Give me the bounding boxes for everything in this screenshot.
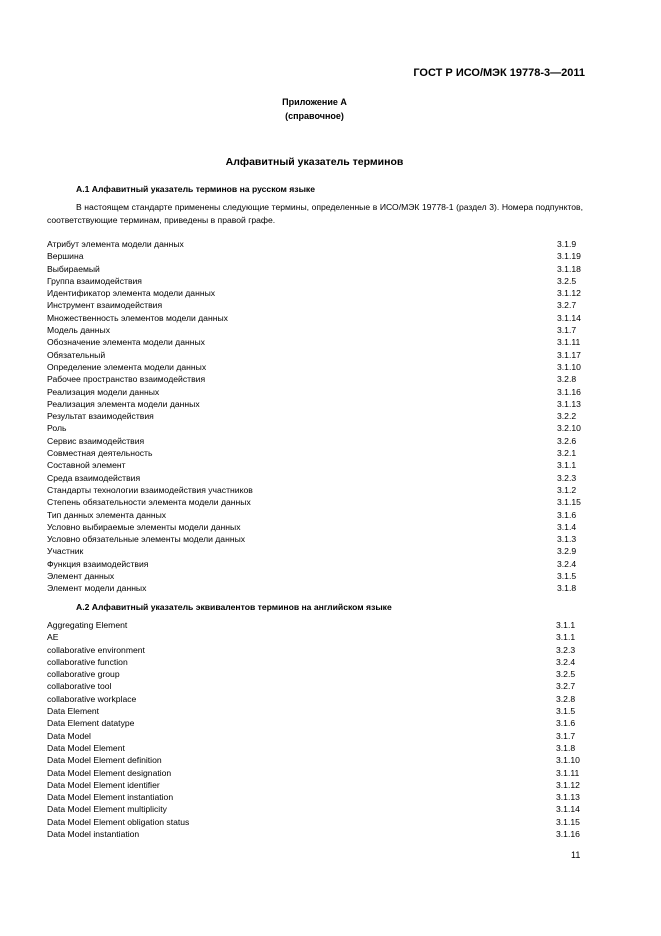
- term-row: [47, 447, 583, 459]
- term-code: 3.1.11: [556, 767, 580, 778]
- term-code: 3.1.18: [557, 263, 581, 274]
- term-row: [47, 693, 582, 705]
- term-name: Элемент модели данных: [47, 583, 147, 594]
- term-name: Степень обязательности элемента модели данных: [47, 497, 251, 508]
- term-code: 3.1.14: [556, 804, 580, 815]
- term-name: Модель данных: [47, 325, 110, 336]
- appendix-subtitle: (справочное): [285, 111, 344, 121]
- term-row: [47, 238, 583, 250]
- term-row: [47, 312, 583, 324]
- term-code: 3.1.1: [556, 632, 576, 643]
- term-row: [47, 287, 583, 299]
- term-code: 3.1.1: [557, 460, 577, 471]
- english-term-list: [47, 619, 582, 840]
- term-name: Реализация модели данных: [47, 386, 160, 397]
- term-name: Инструмент взаимодействия: [47, 300, 163, 311]
- term-code: 3.1.12: [556, 779, 580, 790]
- term-row: [47, 361, 583, 373]
- appendix-heading: [0, 95, 661, 123]
- term-code: 3.2.2: [557, 411, 577, 422]
- term-code: 3.1.1: [556, 620, 576, 630]
- term-row: [47, 349, 583, 361]
- term-name: Идентификатор элемента модели данных: [47, 288, 216, 299]
- term-code: 3.1.8: [557, 583, 577, 594]
- term-code: 3.2.5: [556, 669, 576, 680]
- term-name: Data Model Element multiplicity: [47, 804, 167, 815]
- term-code: 3.1.5: [556, 706, 576, 717]
- term-code: 3.1.19: [557, 251, 581, 262]
- term-name: Функция взаимодействия: [47, 558, 149, 569]
- term-row: [47, 767, 582, 779]
- term-row: [47, 263, 583, 275]
- term-row: [47, 299, 583, 311]
- term-code: 3.2.4: [556, 656, 576, 667]
- term-row: [47, 324, 583, 336]
- index-title: Алфавитный указатель терминов: [225, 156, 404, 168]
- term-name: Составной элемент: [47, 460, 126, 471]
- term-row: [47, 509, 583, 521]
- term-code: 3.1.9: [557, 239, 577, 249]
- term-row: [47, 656, 582, 668]
- term-code: 3.1.10: [557, 361, 581, 372]
- term-name: Aggregating Element: [47, 620, 128, 630]
- appendix-title: Приложение А: [282, 97, 347, 107]
- term-code: 3.1.8: [556, 742, 576, 753]
- term-row: [47, 373, 583, 385]
- section-ru-title: А.1 Алфавитный указатель терминов на русском языке: [76, 184, 315, 194]
- term-code: 3.2.7: [556, 681, 576, 692]
- term-code: 3.2.3: [556, 644, 576, 655]
- term-name: collaborative workplace: [47, 693, 137, 704]
- term-name: Реализация элемента модели данных: [47, 398, 200, 409]
- term-name: Обязательный: [47, 349, 106, 360]
- term-name: Вершина: [47, 251, 84, 262]
- section-ru-intro: В настоящем стандарте применены следующие термины, определенные в ИСО/МЭК 19778-1 (раздел 3). Номера подпунктов, соответствующие терминам, приведены в правой графе.: [47, 202, 583, 225]
- term-code: 3.1.4: [557, 521, 577, 532]
- term-row: [47, 754, 582, 766]
- term-code: 3.1.3: [557, 534, 577, 545]
- term-name: Data Element datatype: [47, 718, 135, 729]
- term-code: 3.1.7: [556, 730, 576, 741]
- term-row: [47, 680, 582, 692]
- term-row: [47, 250, 583, 262]
- term-row: [47, 398, 583, 410]
- term-code: 3.1.11: [557, 337, 581, 348]
- term-row: [47, 779, 582, 791]
- term-row: [47, 545, 583, 557]
- term-name: Рабочее пространство взаимодействия: [47, 374, 206, 385]
- term-code: 3.1.13: [557, 398, 581, 409]
- term-row: [47, 816, 582, 828]
- term-code: 3.2.8: [556, 693, 576, 704]
- term-row: [47, 570, 583, 582]
- term-code: 3.1.17: [557, 349, 581, 360]
- term-name: Условно выбираемые элементы модели данных: [47, 521, 241, 532]
- term-code: 3.1.13: [556, 792, 580, 803]
- term-name: Data Model Element definition: [47, 755, 162, 766]
- term-row: [47, 496, 583, 508]
- term-code: 3.2.10: [557, 423, 581, 434]
- term-row: [47, 422, 583, 434]
- term-row: [47, 582, 583, 594]
- term-name: Множественность элементов модели данных: [47, 312, 228, 323]
- term-row: [47, 533, 583, 545]
- term-row: [47, 717, 582, 729]
- term-row: [47, 619, 582, 631]
- page-number: 11: [571, 850, 581, 860]
- term-code: 3.1.10: [556, 755, 580, 766]
- term-code: 3.1.16: [557, 386, 581, 397]
- term-name: Тип данных элемента данных: [47, 509, 167, 520]
- term-row: [47, 275, 583, 287]
- term-code: 3.1.15: [557, 497, 581, 508]
- term-name: Результат взаимодействия: [47, 411, 154, 422]
- term-code: 3.1.5: [557, 571, 577, 582]
- term-code: 3.2.8: [557, 374, 577, 385]
- term-name: Data Model Element designation: [47, 767, 172, 778]
- term-name: Сервис взаимодействия: [47, 435, 145, 446]
- term-name: collaborative environment: [47, 644, 145, 655]
- russian-term-list: [47, 238, 583, 595]
- term-code: 3.1.6: [557, 509, 577, 520]
- term-name: Data Model Element instantiation: [47, 792, 174, 803]
- term-row: [47, 386, 583, 398]
- term-code: 3.1.15: [556, 816, 580, 827]
- term-code: 3.2.5: [557, 275, 577, 286]
- term-name: Определение элемента модели данных: [47, 361, 207, 372]
- term-code: 3.1.7: [557, 325, 577, 336]
- term-row: [47, 742, 582, 754]
- term-name: AE: [47, 632, 59, 643]
- term-code: 3.2.6: [557, 435, 577, 446]
- term-code: 3.1.12: [557, 288, 581, 299]
- term-row: [47, 668, 582, 680]
- term-name: Data Model Element identifier: [47, 779, 160, 790]
- term-code: 3.2.4: [557, 558, 577, 569]
- term-row: [47, 521, 583, 533]
- term-name: Элемент данных: [47, 571, 115, 582]
- term-name: collaborative group: [47, 669, 120, 680]
- term-code: 3.1.14: [557, 312, 581, 323]
- term-name: Роль: [47, 423, 67, 434]
- term-name: Условно обязательные элементы модели данных: [47, 534, 246, 545]
- term-code: 3.2.9: [557, 546, 577, 557]
- term-row: [47, 644, 582, 656]
- term-code: 3.2.3: [557, 472, 577, 483]
- term-row: [47, 410, 583, 422]
- term-code: 3.1.16: [556, 829, 580, 840]
- term-name: Совместная деятельность: [47, 448, 153, 459]
- term-name: Атрибут элемента модели данных: [47, 239, 184, 249]
- term-name: Data Model Element: [47, 742, 125, 753]
- term-row: [47, 791, 582, 803]
- term-code: 3.1.2: [557, 484, 577, 495]
- term-row: [47, 803, 582, 815]
- term-row: [47, 705, 582, 717]
- term-row: [47, 730, 582, 742]
- term-name: Data Element: [47, 706, 100, 717]
- term-name: Участник: [47, 546, 84, 557]
- term-name: Data Model Element obligation status: [47, 816, 190, 827]
- term-name: Группа взаимодействия: [47, 275, 142, 286]
- term-row: [47, 828, 582, 840]
- term-name: Выбираемый: [47, 263, 100, 274]
- term-code: 3.1.6: [556, 718, 576, 729]
- term-row: [47, 459, 583, 471]
- section-en-title: А.2 Алфавитный указатель эквивалентов терминов на английском языке: [76, 602, 392, 612]
- term-name: collaborative tool: [47, 681, 112, 692]
- term-name: Data Model instantiation: [47, 829, 140, 840]
- term-row: [47, 336, 583, 348]
- term-row: [47, 435, 583, 447]
- term-row: [47, 558, 583, 570]
- term-name: Стандарты технологии взаимодействия участников: [47, 484, 253, 495]
- term-code: 3.2.7: [557, 300, 577, 311]
- term-name: Обозначение элемента модели данных: [47, 337, 205, 348]
- term-name: Среда взаимодействия: [47, 472, 141, 483]
- term-row: [47, 484, 583, 496]
- term-name: Data Model: [47, 730, 91, 741]
- term-row: [47, 472, 583, 484]
- term-code: 3.2.1: [557, 448, 577, 459]
- term-row: [47, 631, 582, 643]
- document-id-header: ГОСТ Р ИСО/МЭК 19778-3—2011: [413, 67, 585, 79]
- term-name: collaborative function: [47, 656, 128, 667]
